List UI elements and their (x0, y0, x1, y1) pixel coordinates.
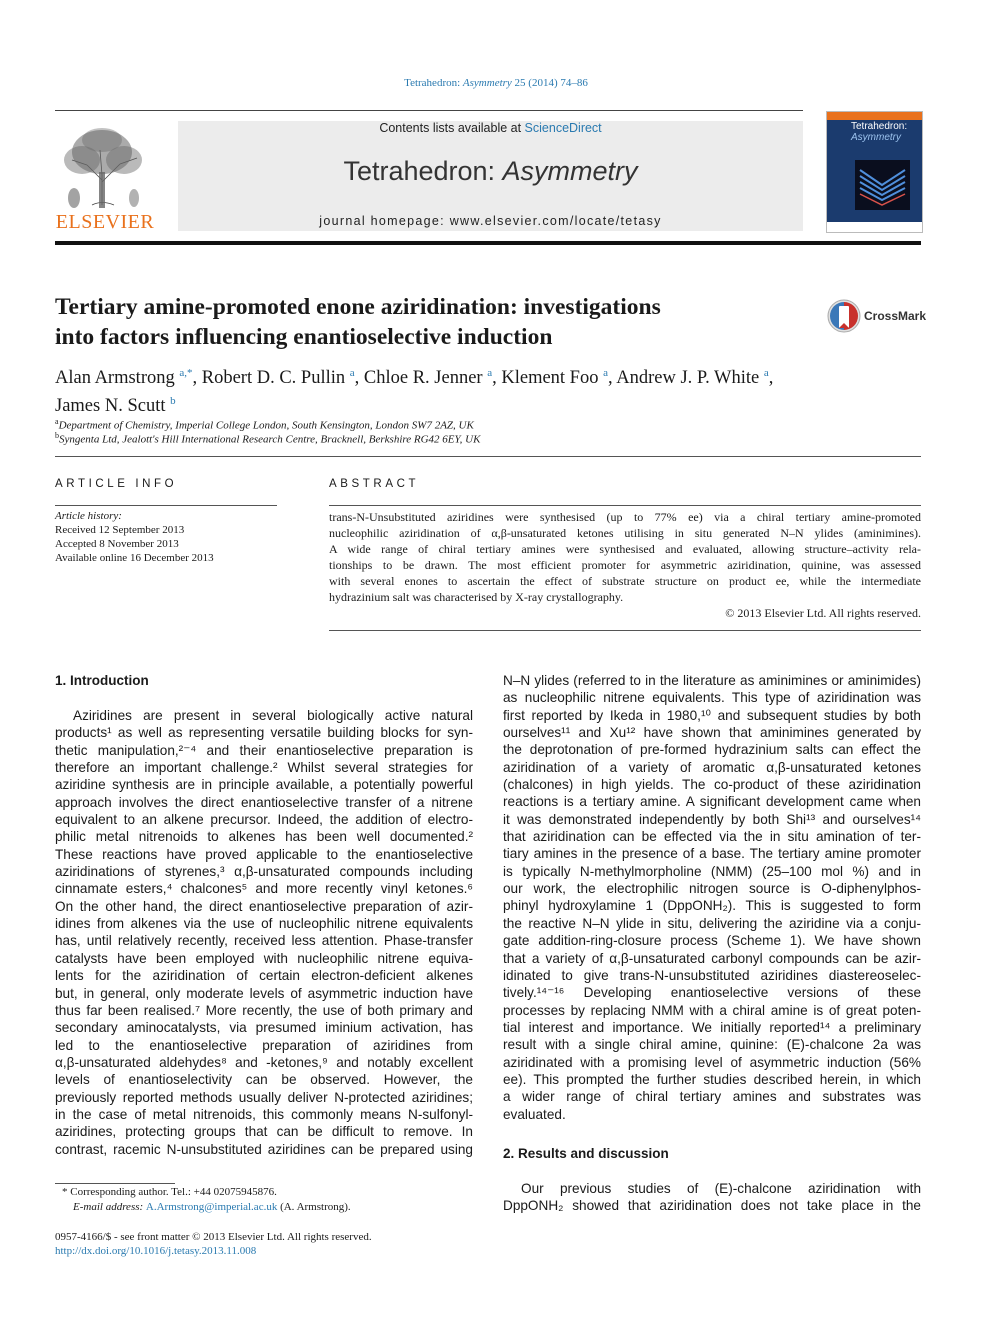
text-line: contrast, racemic N-unsubstituted aziridines can be prepared using (55, 1141, 473, 1157)
text-line: approach involves the direct enantioselective transfer of a nitrene (55, 794, 473, 810)
left-column-text (55, 707, 473, 1158)
accepted-date: Accepted 8 November 2013 (55, 538, 179, 550)
text-line: aziridination of a variety of aromatic α,β-unsaturated ketones (503, 759, 921, 775)
text-line: lents for the aziridination of certain electron-deficient alkenes (55, 968, 473, 984)
abstract-rule (329, 505, 921, 506)
author-2[interactable]: Robert D. C. Pullin $^a$ (201, 367, 355, 389)
abstract-end-rule (329, 630, 921, 631)
text-line: first reported by Ikeda in 1980,¹⁰ and subsequent studies by both (503, 707, 921, 723)
journal-citation[interactable]: Tetrahedron: Asymmetry 25 (2014) 74–86 (404, 77, 588, 89)
abstract-copyright: © 2013 Elsevier Ltd. All rights reserved. (725, 606, 921, 620)
text-line: tively.¹⁴⁻¹⁶ Developing enantioselective versions of these (503, 985, 921, 1001)
cover-title: Tetrahedron: Asymmetry (851, 121, 908, 143)
journal-title: Tetrahedron: Asymmetry (343, 156, 638, 186)
text-line: tionships to be drawn. The most efficient promoter for asymmetric aziridination, quinine, was assessed (329, 558, 921, 572)
text-line: reactions is a tertiary amine. A significant development came when (503, 794, 921, 810)
text-line: DppONH₂ showed that aziridination does not take place in the (503, 1198, 921, 1214)
article-info-heading: ARTICLE INFO (55, 478, 178, 490)
elsevier-logo-text: ELSEVIER (55, 211, 155, 233)
doi-link[interactable]: http://dx.doi.org/10.1016/j.tetasy.2013.11.008 (55, 1245, 257, 1257)
text-line: aziridinated with a promising level of asymmetric induction (56% (503, 1054, 921, 1070)
text-line: On the other hand, the direct enantioselective preparation of azir- (55, 898, 473, 914)
article-info-rule (55, 505, 277, 506)
author-4[interactable]: Klement Foo $^a$ (501, 367, 608, 389)
text-line: has, until relatively recently, received less attention. Phase-transfer (55, 933, 473, 949)
text-line: the reactive N–N ylide in situ, delivering the aziridine via a conju- (503, 915, 921, 931)
abstract-text (329, 509, 921, 605)
text-line: philic metal nitrenoids to alkenes has been well documented.² (55, 829, 473, 845)
text-line: tiary amines in the presence of a base. The tertiary amine promoter (503, 846, 921, 862)
cover-top-strip (827, 112, 922, 120)
text-line: result with a single chiral amine, quinine: (E)-chalcone 2a was (503, 1037, 921, 1053)
text-line: catalysts have been employed with nucleophilic nitrene equiva- (55, 950, 473, 966)
footnote-rule (55, 1183, 175, 1184)
section-rule (55, 456, 921, 457)
article-history-label: Article history: (55, 510, 122, 522)
text-line: (chalcones) in high yields. The co-product of these aziridination (503, 777, 921, 793)
crossmark-icon[interactable] (826, 298, 862, 334)
text-line: as nucleophilic nitrene equivalents. This type of aziridination was (503, 690, 921, 706)
homepage-link[interactable]: www.elsevier.com/locate/tetasy (449, 214, 662, 228)
email-line: E-mail address: A.Armstrong@imperial.ac.uk (A. Armstrong). (73, 1201, 351, 1213)
affiliation-b: $^b$Syngenta Ltd, Jealott's Hill International Research Centre, Bracknell, Berkshire RG42 6EY, UK (55, 431, 481, 446)
text-line: Aziridines are present in several biologically active natural (73, 708, 473, 723)
author-3[interactable]: Chloe R. Jenner $^a$ (363, 367, 493, 389)
text-line: These reactions have proved applicable to the enantioselective (55, 846, 473, 862)
header-rule (55, 110, 803, 111)
author-list: Alan Armstrong $^{a,*}$, Robert D. C. Pullin $^a$, Chloe R. Jenner $^a$, Klement Foo $^a$, Andrew J. P. White $^a$, James N. Scutt $^b$ (55, 367, 774, 417)
text-line: products¹ as well as representing versatile building blocks for syn- (55, 725, 473, 741)
journal-cover-image (826, 111, 923, 233)
text-line: tial interest and importance. We initially reported¹⁴ a preliminary (503, 1019, 921, 1035)
text-line: our work, the electrophilic nitrogen source is O-diphenylphos- (503, 881, 921, 897)
abstract-heading: ABSTRACT (329, 478, 420, 490)
text-line: ourselves¹¹ and Xu¹² have shown that aminimines generated by (503, 725, 921, 741)
text-line: gate addition-ring-closure process (Scheme 1). We have shown (503, 933, 921, 949)
text-line: with several enones to ascertain the effect of substrate structure on product ee, while the intermediate (329, 574, 921, 588)
text-line: idines from alkenes via the use of nucleophilic nitrene equivalents (55, 916, 473, 932)
corresponding-author: * Corresponding author. Tel.: +44 02075945876. (62, 1186, 277, 1198)
text-line: that aziridination can be effected via the in situ amination of ter- (503, 829, 921, 845)
text-line: N–N ylides (referred to in the literature as aminimines or aminimides) (503, 673, 921, 688)
text-line: ee). This prompted the further studies described herein, in which (503, 1071, 921, 1087)
text-line: it was demonstrated independently by both Shi¹³ and ourselves¹⁴ (503, 811, 921, 827)
article-title: Tertiary amine-promoted enone aziridination: investigations into factors influencing enantioselective induction (55, 294, 661, 350)
text-line: previously reported methods usually deliver N-protected aziridines; (55, 1089, 473, 1105)
issn-line: 0957-4166/$ - see front matter © 2013 Elsevier Ltd. All rights reserved. (55, 1231, 372, 1243)
text-line: a wider range of chiral tertiary amines and substrates was (503, 1089, 921, 1105)
text-line: evaluated. (503, 1106, 566, 1122)
section-2-title: 2. Results and discussion (503, 1146, 669, 1161)
cover-footer (827, 222, 922, 232)
text-line: that a variety of α,β-unsaturated carbonyl compounds can be azir- (503, 950, 921, 966)
text-line: but, in general, only moderate levels of asymmetric induction have (55, 985, 473, 1001)
text-line: nucleophilic aziridination of α,β-unsaturated ketones utilising in situ generated N–N ylides (aminimines). (329, 526, 921, 540)
text-line: phinyl hydroxylamine 1 (DppONH₂). This is suggested to form (503, 898, 921, 914)
sciencedirect-link[interactable]: ScienceDirect (524, 121, 602, 135)
text-line: aziridine synthesis are in principle available, a potentially powerful (55, 777, 473, 793)
crossmark-label[interactable]: CrossMark (864, 309, 927, 323)
text-line: trans-N-Unsubstituted aziridines were synthesised (up to 77% ee) via a chiral tertiary amine-promoted (329, 510, 921, 524)
text-line: cinnamate esters,⁴ chalcones⁵ and more recently vinyl ketones.⁶ (55, 881, 473, 897)
journal-homepage: journal homepage: www.elsevier.com/locate/tetasy (319, 214, 662, 228)
text-line: in the case of metal nitrenoids, this commonly means N-sulfonyl- (55, 1106, 473, 1122)
author-5[interactable]: Andrew J. P. White $^a$ (616, 367, 769, 389)
contents-line: Contents lists available at ScienceDirect (379, 121, 602, 135)
text-line: secondary aminocatalysts, via presumed iminium activation, has (55, 1020, 473, 1036)
text-line: aziridines, protecting groups that can be difficult to remove. In (55, 1124, 473, 1140)
text-line: is typically N-methylmorpholine (NMM) (25–100 mol %) and in (503, 863, 921, 879)
section-1-title: 1. Introduction (55, 673, 149, 688)
online-date: Available online 16 December 2013 (55, 552, 214, 564)
section-2-text (503, 1180, 921, 1215)
affiliation-a: $^a$Department of Chemistry, Imperial College London, South Kensington, London SW7 2AZ, UK (55, 417, 474, 432)
text-line: Our previous studies of (E)-chalcone aziridination with (521, 1181, 921, 1196)
author-6[interactable]: James N. Scutt $^b$ (55, 395, 176, 417)
author-1[interactable]: Alan Armstrong $^{a,*}$ (55, 367, 193, 389)
text-line: levels of enantioselectivity can be observed. However, the (55, 1072, 473, 1088)
right-column-text (503, 672, 921, 1123)
cover-artwork (855, 160, 910, 210)
text-line: led to the enantioselective preparation of aziridines from (55, 1037, 473, 1053)
text-line: processes by replacing NMM with a chiral amine is of great poten- (503, 1002, 921, 1018)
text-line: α,β-unsaturated aldehydes⁸ and -ketones,⁹ and notably excellent (55, 1054, 473, 1070)
header-thick-rule (55, 241, 921, 245)
text-line: thus far been realised.⁷ More recently, the use of both primary and (55, 1002, 473, 1018)
received-date: Received 12 September 2013 (55, 524, 185, 536)
email-link[interactable]: A.Armstrong@imperial.ac.uk (145, 1201, 278, 1213)
text-line: idinated to give trans-N-unsubstituted aziridines diastereoselec- (503, 967, 921, 983)
text-line: thetic manipulation,²⁻⁴ and their enantioselective preparation is (55, 742, 473, 758)
text-line: therefore an important challenge.² Whilst several strategies for (55, 760, 473, 776)
text-line: A wide range of chiral tertiary amines were synthesised and evaluated, allowing structure–activity rela- (329, 542, 921, 556)
text-line: the deprotonation of pre-formed hydrazinium salts can effect the (503, 742, 921, 758)
text-line: hydrazinium salt was characterised by X-ray crystallography. (329, 590, 624, 604)
text-line: aziridinations of styrenes,³ α,β-unsaturated compounds including (55, 864, 473, 880)
text-line: equivalent to an alkene precursor. Indeed, the addition of electro- (55, 812, 473, 828)
